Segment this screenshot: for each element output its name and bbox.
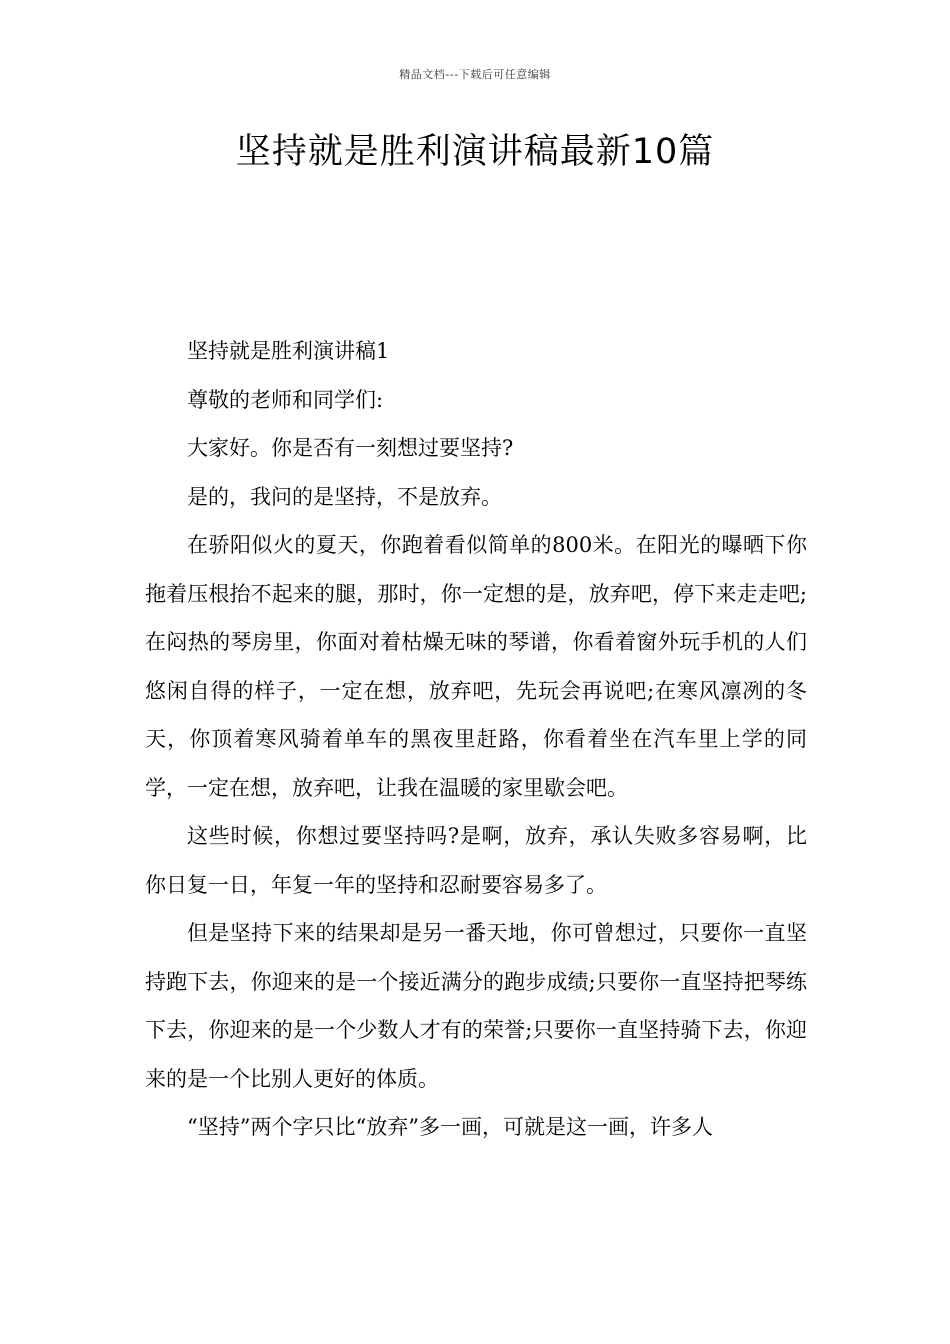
paragraph: 是的，我问的是坚持，不是放弃。	[187, 484, 502, 509]
document-body	[145, 327, 807, 1152]
header-note: 精品文档---下载后可任意编辑	[399, 68, 551, 81]
paragraph: 这些时候，你想过要坚持吗?是啊，放弃，承认失败多容易啊，比你日复一日，年复一年的坚持和忍耐要容易多了。	[145, 824, 807, 897]
paragraph: “坚持”两个字只比“放弃”多一画，可就是这一画，许多人	[187, 1115, 713, 1139]
paragraph: 但是坚持下来的结果却是另一番天地，你可曾想过，只要你一直坚持跑下去，你迎来的是一个接近满分的跑步成绩;只要你一直坚持把琴练下去，你迎来的是一个少数人才有的荣誉;只要你一直坚持骑下去，你迎来的是一个比别人更好的体质。	[145, 921, 807, 1091]
salutation: 尊敬的老师和同学们:	[187, 387, 384, 412]
paragraph: 在骄阳似火的夏天，你跑着看似简单的800米。在阳光的曝晒下你拖着压根抬不起来的腿，那时，你一定想的是，放弃吧，停下来走走吧;在闷热的琴房里，你面对着枯燥无味的琴谱，你看着窗外玩手机的人们悠闲自得的样子，一定在想，放弃吧，先玩会再说吧;在寒风凛冽的冬天，你顶着寒风骑着单车的黑夜里赶路，你看着坐在汽车里上学的同学，一定在想，放弃吧，让我在温暖的家里歇会吧。	[145, 533, 807, 800]
paragraph: 大家好。你是否有一刻想过要坚持?	[187, 436, 514, 460]
document-title: 坚持就是胜利演讲稿最新10篇	[235, 132, 715, 172]
section-heading: 坚持就是胜利演讲稿1	[187, 339, 390, 363]
